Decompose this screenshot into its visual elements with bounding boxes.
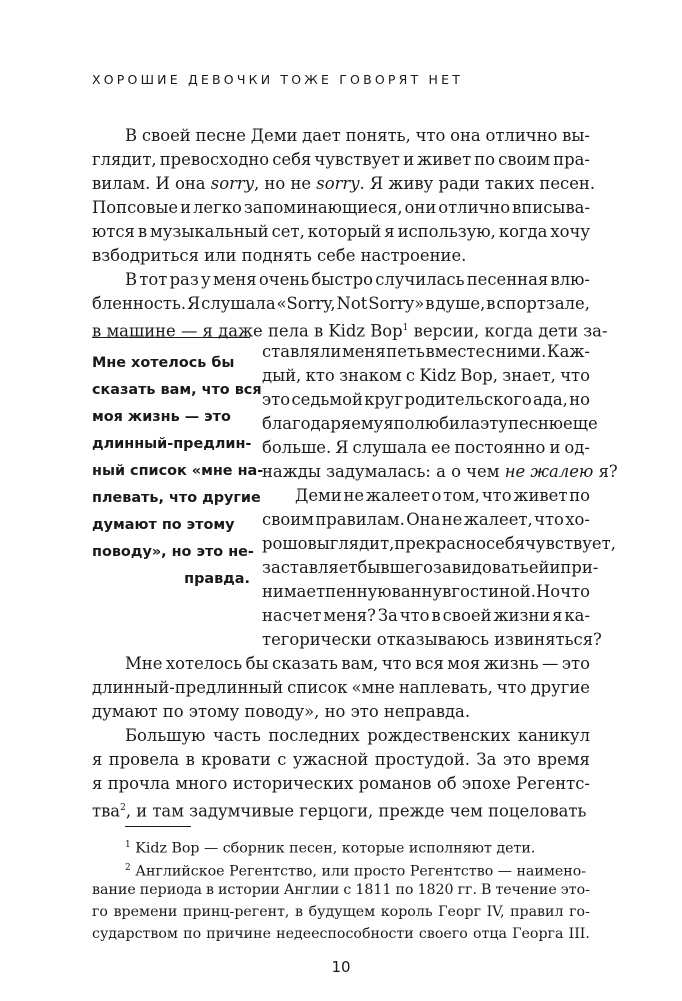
word: го- (569, 904, 590, 920)
body-line (262, 556, 599, 580)
word: сказать (272, 654, 338, 673)
word: Англии (283, 882, 340, 898)
word: пра- (553, 150, 590, 169)
body-line (262, 436, 590, 460)
body-line (92, 196, 590, 220)
word: своей (141, 126, 191, 145)
word: они (404, 198, 437, 217)
word: много (175, 774, 228, 793)
word: бы (245, 654, 269, 673)
word: хотелось (165, 654, 243, 673)
word: 1820 (417, 882, 454, 898)
word: полюбила (393, 414, 481, 433)
word: прекрасно (394, 534, 486, 553)
word: В (480, 882, 492, 898)
word: Большую (125, 726, 206, 745)
word: это (502, 750, 531, 769)
word: Но (535, 582, 561, 601)
body-line (92, 292, 590, 316)
word: что (496, 678, 527, 697)
pull-quote-line: моя жизнь — это (92, 409, 231, 425)
body-line (92, 220, 590, 244)
body-line (92, 796, 590, 820)
word: песне (195, 126, 246, 145)
footnote-1 (125, 834, 590, 856)
word: что (534, 510, 564, 529)
word: течение (495, 882, 557, 898)
word: влю- (550, 270, 590, 289)
word: последних (268, 726, 360, 745)
word: не (441, 510, 463, 529)
word: наплевать, (398, 678, 493, 697)
word: по (183, 926, 202, 942)
word: IV, (486, 904, 505, 920)
word: живет (513, 486, 568, 505)
word: в (425, 294, 435, 313)
word: глядит, (92, 150, 157, 169)
word: Она (406, 510, 441, 529)
word: Sorry» (368, 294, 425, 313)
word: За (377, 606, 398, 625)
italic-word: sorry (316, 174, 360, 193)
word: заставляет (262, 558, 358, 577)
word: не (343, 486, 365, 505)
word: песню (508, 414, 564, 433)
word: запоминающиеся, (243, 198, 403, 217)
word: использую, (397, 222, 496, 241)
body-line (262, 604, 590, 628)
word: тот (139, 270, 168, 289)
word: с (277, 750, 287, 769)
word: периода (139, 882, 202, 898)
pull-quote-line: длинный-предлин- (92, 436, 252, 452)
word: своим (498, 150, 551, 169)
body-line (92, 676, 590, 700)
body-line (92, 772, 590, 796)
body-line (92, 172, 596, 196)
body-text: , но не (254, 174, 312, 193)
word: душе, (435, 294, 486, 313)
word: в (185, 750, 195, 769)
word: ются (92, 222, 135, 241)
word: моя (447, 654, 481, 673)
word: постоянно (454, 438, 546, 457)
word: это- (560, 882, 590, 898)
word: чувствует, (525, 534, 616, 553)
word: больше. (262, 438, 332, 457)
word: в (137, 222, 148, 241)
word: недееспособности (276, 926, 414, 942)
word: од- (564, 438, 590, 457)
word: родительского (404, 390, 532, 409)
word: жизни (493, 606, 551, 625)
word: понять, (345, 126, 411, 145)
word: я (552, 606, 563, 625)
body-text: я? (598, 462, 618, 481)
word: и (549, 558, 561, 577)
word: вписыва- (512, 198, 590, 217)
body-line (262, 388, 590, 412)
word: список (287, 678, 348, 697)
word: насчет (262, 606, 322, 625)
word: истории (217, 882, 280, 898)
word: Каж- (546, 342, 590, 361)
word: меня (341, 342, 386, 361)
body-line (92, 748, 590, 772)
word: с (343, 882, 352, 898)
body-text: нажды задумалась: а о чем (262, 462, 500, 481)
footnote-ref[interactable]: 1 (402, 323, 409, 333)
word: это (262, 390, 291, 409)
word: ставляли (262, 342, 342, 361)
word: Деми (295, 486, 342, 505)
word: слушала (352, 438, 427, 457)
footnote-line (92, 923, 590, 945)
body-line (262, 364, 590, 388)
footnote-rule (125, 826, 191, 827)
word: быстро (311, 270, 373, 289)
word: «Sorry, (276, 294, 336, 313)
body-line (295, 484, 590, 508)
word: Not (336, 294, 368, 313)
word: себя (272, 150, 312, 169)
body-line (262, 580, 590, 604)
word: выглядит, (307, 534, 395, 553)
footnote-2 (125, 857, 590, 879)
word: рошо (262, 534, 308, 553)
word: живет (417, 150, 472, 169)
word: я (92, 750, 103, 769)
word: бывшего (357, 558, 434, 577)
word: в (442, 582, 452, 601)
word: вам, (341, 654, 379, 673)
word: что (560, 366, 590, 385)
word: нимает (262, 582, 326, 601)
word: я (383, 414, 394, 433)
word: жалеет, (463, 510, 533, 529)
word: ему (351, 414, 384, 433)
word: жизнь (483, 654, 539, 673)
body-text: тва (92, 801, 121, 821)
word: Регентс- (516, 774, 590, 793)
word: кровати (201, 750, 271, 769)
word: в (431, 606, 441, 625)
word: в (295, 904, 304, 920)
word: слушала (201, 294, 276, 313)
footnote-line (92, 879, 590, 901)
word: дый, (262, 366, 302, 385)
word: время (537, 750, 590, 769)
word: круг (364, 390, 404, 409)
word: вание (92, 882, 136, 898)
word: каникул (517, 726, 590, 745)
word: я (384, 222, 395, 241)
word: это (561, 654, 590, 673)
word: простудой. (374, 750, 470, 769)
word: Я (335, 438, 349, 457)
word: своим (262, 510, 314, 529)
word: будущем (308, 904, 376, 920)
word: Попсовые (92, 198, 179, 217)
footnote-text: Английское Регентство, или просто Регентство — наимено- (135, 863, 587, 880)
word: эпохе (461, 774, 511, 793)
word: том, (443, 486, 481, 505)
word: другие (530, 678, 590, 697)
word: но (569, 390, 590, 409)
word: В (125, 270, 138, 289)
running-header: ХОРОШИЕ ДЕВОЧКИ ТОЖЕ ГОВОРЯТ НЕТ (92, 72, 464, 87)
word: принц-регент, (182, 904, 290, 920)
word: в (486, 294, 496, 313)
body-line: тегорически отказываюсь извиняться? (262, 630, 602, 649)
body-text: версии, когда дети за- (408, 321, 608, 341)
word: гг. (457, 882, 477, 898)
word: За (476, 750, 497, 769)
word: когда (498, 222, 548, 241)
word: часть (213, 726, 261, 745)
word: Мне (125, 654, 163, 673)
word: ада, (533, 390, 568, 409)
word: рождественских (367, 726, 511, 745)
word: очень (258, 270, 310, 289)
word: Bop, (460, 366, 498, 385)
footnote-text: Kidz Bop — сборник песен, которые исполняют дети. (135, 840, 536, 857)
body-line: взбодриться или поднять себе настроение. (92, 246, 467, 265)
word: раз (169, 270, 199, 289)
word: чувствует (314, 150, 401, 169)
word: III. (568, 926, 590, 942)
word: король (380, 904, 433, 920)
word: гостиной. (451, 582, 536, 601)
word: длинный-предлинный (92, 678, 284, 697)
word: с (485, 342, 495, 361)
body-text: вилам. И она (92, 174, 206, 193)
word: что (560, 582, 590, 601)
word: Деми (250, 126, 298, 145)
word: с (405, 366, 416, 385)
word: о (431, 486, 442, 505)
word: ка- (564, 606, 590, 625)
word: в (205, 882, 214, 898)
word: сударством (92, 926, 178, 942)
word: сет, (271, 222, 305, 241)
word: ее (431, 438, 451, 457)
word: песенная (466, 270, 549, 289)
body-line (125, 124, 590, 148)
pull-quote-line: Мне хотелось бы (92, 355, 235, 371)
word: пенную (325, 582, 392, 601)
body-line (125, 268, 590, 292)
word: ужасной (292, 750, 369, 769)
body-line (125, 724, 590, 748)
italic-word: не жалею (504, 462, 594, 481)
word: знаком (339, 366, 402, 385)
body-line (262, 340, 590, 364)
footnote-ref[interactable]: 2 (120, 803, 126, 813)
word: времени (113, 904, 178, 920)
word: случилась (375, 270, 465, 289)
word: себя (486, 534, 526, 553)
word: знает, (502, 366, 556, 385)
word: и (549, 438, 561, 457)
word: ними. (495, 342, 547, 361)
word: — (542, 654, 559, 673)
word: превосходно (159, 150, 270, 169)
word: меня? (323, 606, 376, 625)
word: жалеет (365, 486, 430, 505)
word: В (125, 126, 138, 145)
pull-quote-line: думают по этому (92, 517, 235, 533)
word: что (415, 126, 446, 145)
word: меня (212, 270, 257, 289)
word: романов (358, 774, 432, 793)
word: своего (418, 926, 468, 942)
word: отлично (438, 198, 511, 217)
word: вся (415, 654, 444, 673)
word: хочу (550, 222, 590, 241)
word: музыкальный (150, 222, 269, 241)
word: хо- (565, 510, 590, 529)
word: который (307, 222, 382, 241)
word: вместе (425, 342, 486, 361)
word: эту (480, 414, 509, 433)
body-text: . Я живу ради таких песен. (359, 174, 596, 193)
word: кто (305, 366, 335, 385)
word: по (569, 486, 590, 505)
pull-quote-line: плевать, что другие (92, 490, 261, 506)
word: и (180, 198, 192, 217)
body-text: , и там задумчивые герцоги, прежде чем поцеловать (125, 801, 587, 821)
pull-quote-rule (92, 337, 250, 338)
word: отца (472, 926, 507, 942)
word: благодаря (262, 414, 352, 433)
pull-quote-line: правда. (184, 571, 250, 587)
body-line (262, 460, 618, 484)
word: бленность. (92, 294, 187, 313)
word: причине (206, 926, 271, 942)
word: об (436, 774, 457, 793)
word: я (92, 774, 103, 793)
word: Kidz (419, 366, 457, 385)
pull-quote-line: поводу», но это не- (92, 544, 254, 560)
word: правил (510, 904, 564, 920)
word: что (399, 606, 430, 625)
word: еще (563, 414, 598, 433)
word: петь (386, 342, 425, 361)
body-line: думают по этому поводу», но это неправда. (92, 702, 471, 721)
word: провела (108, 750, 180, 769)
word: своей (442, 606, 492, 625)
word: отлично (485, 126, 558, 145)
word: исторических (232, 774, 354, 793)
word: и (403, 150, 415, 169)
word: правилам. (315, 510, 405, 529)
word: у (201, 270, 211, 289)
footnote-line (92, 901, 590, 923)
pull-quote-line: сказать вам, что вся (92, 382, 262, 398)
body-text: в машине — я даже пела в Kidz Bop (92, 321, 403, 341)
word: спортзале, (496, 294, 590, 313)
word: Я (187, 294, 201, 313)
word: «мне (351, 678, 395, 697)
word: она (450, 126, 481, 145)
word: при- (560, 558, 599, 577)
footnote-number: 2 (125, 863, 131, 873)
body-line (262, 412, 598, 436)
body-line (125, 652, 590, 676)
word: что (381, 654, 412, 673)
word: легко (193, 198, 242, 217)
pull-quote-line: ный список «мне на- (92, 463, 264, 479)
word: Георга (512, 926, 564, 942)
word: что (481, 486, 512, 505)
body-line (262, 532, 616, 556)
word: 1811 (355, 882, 392, 898)
body-line (262, 508, 590, 532)
italic-word: sorry (210, 174, 255, 193)
word: го (92, 904, 108, 920)
word: дает (302, 126, 341, 145)
word: вы- (562, 126, 590, 145)
word: ванну (391, 582, 443, 601)
word: Георг (438, 904, 482, 920)
word: ей (528, 558, 550, 577)
footnote-number: 1 (125, 840, 131, 850)
word: по (474, 150, 496, 169)
word: седьмой (291, 390, 363, 409)
word: по (395, 882, 414, 898)
word: прочла (107, 774, 170, 793)
word: завидовать (433, 558, 529, 577)
body-line (92, 148, 590, 172)
page-number: 10 (331, 958, 351, 976)
